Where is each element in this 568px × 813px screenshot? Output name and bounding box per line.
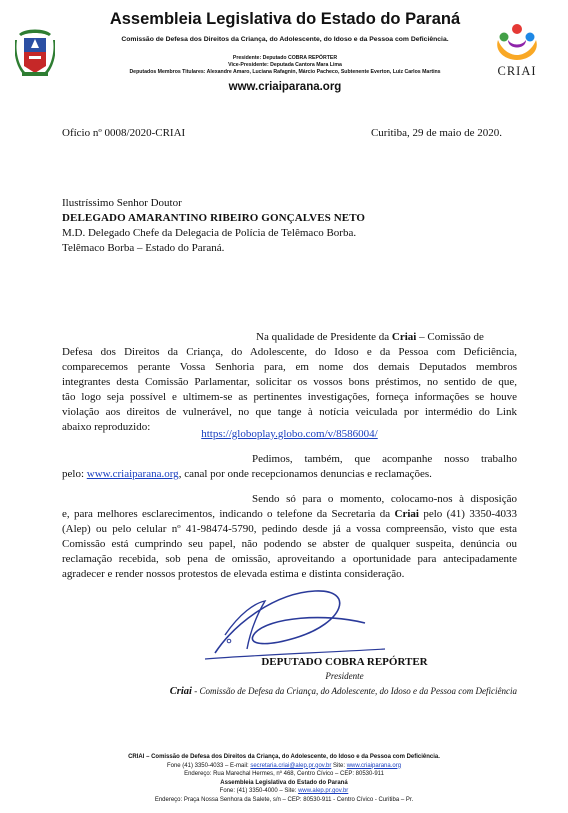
commission-members-block: [60, 55, 510, 76]
text-line: violação aos direitos de vulnerável, no que tange à notícia veiculada por intermédio do Link: [62, 406, 517, 418]
text-line: Na qualidade de Presidente da Criai – Comissão de: [256, 331, 484, 343]
recipient-name: DELEGADO AMARANTINO RIBEIRO GONÇALVES NETO: [62, 212, 366, 224]
text-line: Pedimos, também, que acompanhe nosso trabalho: [252, 453, 517, 465]
footer-email-link[interactable]: secretaria.criai@alep.pr.gov.br: [250, 762, 332, 769]
letter-reference: Ofício nº 0008/2020-CRIAI: [62, 127, 186, 139]
text-line: Sendo só para o momento, colocamo-nos à disposição: [252, 493, 517, 505]
signatory-role: Presidente: [325, 671, 364, 681]
criai-website-link[interactable]: www.criaiparana.org: [86, 468, 179, 480]
vice-president-line: Vice-Presidente: Deputada Cantora Mara Lima: [228, 62, 342, 68]
paragraph-request: [62, 330, 517, 435]
handwritten-signature: [195, 583, 395, 663]
footer-assembly-address: Endereço: Praça Nossa Senhora da Salete, s/n – CEP: 80530-911 - Centro Cívico - Curitiba – Pr.: [154, 796, 414, 803]
recipient-address: [62, 196, 522, 256]
footer-commission: CRIAI – Comissão de Defesa dos Direitos da Criança, do Adolescente, do Idoso e da Pessoa com Deficiência.: [128, 754, 440, 760]
letter-date: Curitiba, 29 de maio de 2020.: [370, 127, 502, 139]
text-line: agradecer e render nossos protestos de elevada estima e distinta consideração.: [62, 568, 405, 580]
footer-assembly-contact: Fone: (41) 3350-4000 – Site: www.alep.pr.gov.br: [219, 788, 349, 794]
salutation: Ilustríssimo Senhor Doutor: [62, 197, 182, 209]
text-line: Defesa dos Direitos da Criança, do Adolescente, do Idoso e da Pessoa com Deficiência,: [62, 346, 517, 358]
signatory-organization: Criai - Comissão de Defesa da Criança, do Adolescente, do Idoso e da Pessoa com Deficiência: [169, 686, 517, 697]
recipient-title: M.D. Delegado Chefe da Delegacia de Polícia de Telêmaco Borba.: [62, 227, 357, 239]
signatory-name: DEPUTADO COBRA REPÓRTER: [261, 656, 428, 668]
globoplay-video-link[interactable]: https://globoplay.globo.com/v/8586004/: [201, 428, 378, 440]
text-line: (Alep) ou pelo celular nº 41-98474-5790, pedindo desde já a vossa compreensão, visto que esta: [62, 523, 517, 535]
text-line: integrantes desta Comissão Parlamentar, solicitar os vossos bons préstimos, no sentido de que,: [62, 376, 517, 388]
text-line: reclamação recebida, sob pena de omissão, aproveitando a oportunidade para antecipadamente: [62, 553, 517, 565]
text-line: abaixo reproduzido:: [62, 421, 151, 433]
footer-site-link[interactable]: www.criaiparana.org: [346, 762, 402, 769]
text-line: e, para melhores esclarecimentos, indicando o telefone da Secretaria da Criai pelo (41) 3350-4033: [62, 508, 517, 520]
footer-contact: Fone (41) 3350-4033 – E-mail: secretaria.criai@alep.pr.gov.br Site: www.criaiparana.org: [166, 762, 402, 769]
footer-alep-link[interactable]: www.alep.pr.gov.br: [298, 788, 349, 794]
page-title: Assembleia Legislativa do Estado do Paraná: [109, 10, 461, 28]
text-line: comparecemos perante Vossa Senhoria para, em nome dos demais Deputados membros: [62, 361, 517, 373]
commission-subtitle: Comissão de Defesa dos Direitos da Criança, do Adolescente, do Idoso e da Pessoa com Deficiência.: [121, 36, 449, 43]
criai-bold: Criai: [391, 331, 417, 343]
criai-logo-icon: [486, 20, 548, 62]
footer-assembly: Assembleia Legislativa do Estado do Paraná: [220, 779, 348, 786]
text-line: pelo: www.criaiparana.org, canal por onde recepcionamos denuncias e reclamações.: [62, 468, 432, 480]
paragraph-closing: [62, 492, 517, 582]
recipient-location: Telêmaco Borba – Estado do Paraná.: [62, 242, 225, 254]
parana-coat-of-arms-icon: [15, 26, 55, 78]
members-line: Deputados Membros Titulares: Alexandre Amaro, Luciana Rafagnin, Márcio Pacheco, Subtenente Everton, Luiz Carlos Martins: [129, 69, 441, 75]
footer-address: Endereço: Rua Marechal Hermes, nº 468, Centro Cívico – CEP: 80530-911: [184, 771, 384, 777]
paragraph-website: [62, 452, 517, 482]
page-footer: [40, 753, 528, 804]
president-line: Presidente: Deputado COBRA REPÓRTER: [232, 55, 338, 61]
criai-logo-text: CRIAI: [497, 64, 537, 78]
header-website: www.criaiparana.org: [228, 81, 342, 93]
text-line: tão logo seja possível e ultimem-se as pertinentes investigações, forneça informações se houve: [62, 391, 517, 403]
text-line: Comissão está cumprindo seu papel, não podendo se abster de qualquer suspeita, denúncia ou: [62, 538, 517, 550]
